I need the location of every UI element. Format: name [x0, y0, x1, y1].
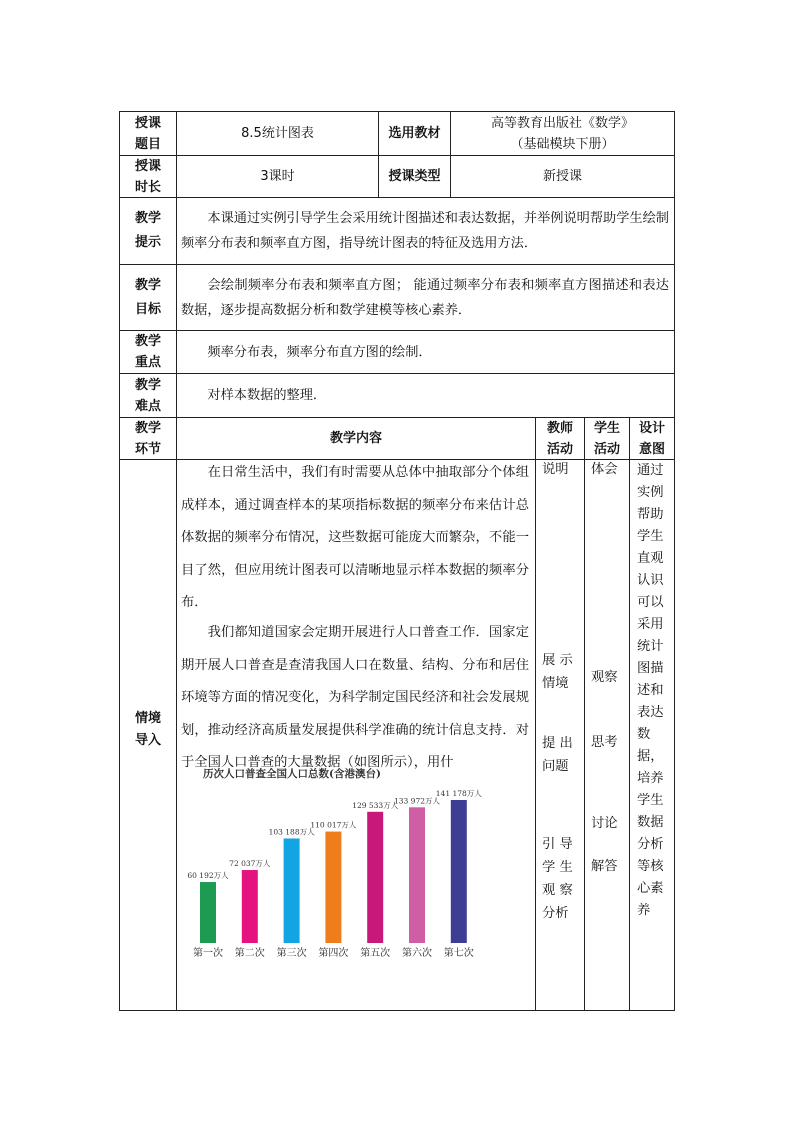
teacher-column-header: 教师 活动 [546, 420, 573, 457]
table-divider [535, 417, 536, 1011]
table-divider [119, 373, 675, 374]
tips-label: 教学 提示 [134, 211, 161, 250]
chart-bar [325, 832, 341, 943]
table-divider [629, 417, 630, 1011]
student-activity-4: 讨论 [591, 816, 618, 831]
stage-column-header: 教学 环节 [134, 420, 161, 457]
difficulty-label: 教学 难点 [134, 377, 161, 414]
x-tick-label: 第三次 [276, 948, 307, 959]
chart-title: 历次人口普查全国人口总数(含港澳台) [203, 768, 381, 780]
table-border-bottom [119, 1010, 675, 1011]
table-divider [176, 111, 177, 1011]
chart-bar [409, 807, 425, 943]
textbook-value: 高等教育出版社《数学》 （基础模块下册） [490, 115, 634, 152]
student-column-header: 学生 活动 [593, 420, 620, 457]
chart-bar [242, 870, 258, 943]
x-tick-label: 第一次 [193, 948, 223, 959]
type-value: 新授课 [542, 169, 582, 184]
chart-bar [284, 838, 300, 943]
bar-value-label: 141 178万人 [435, 789, 482, 798]
bar-value-label: 133 972万人 [393, 796, 441, 806]
census-bar-chart [180, 764, 532, 964]
table-divider [119, 330, 675, 331]
tips-text: 本课通过实例引导学生会采用统计图描述和表达数据，并举例说明帮助学生绘制频率分布表和频率直方图，指导统计图表的特征及选用方法． [181, 211, 669, 251]
topic-value: 8.5统计图表 [241, 126, 314, 141]
intro-paragraph-1: 在日常生活中，我们有时需要从总体中抽取部分个体组成样本，通过调查样本的某项指标数据的频率分布来估计总体数据的频率分布情况，这些数据可能庞大而繁杂，不能一目了然，但应用统计图表可以清晰地显示样本数据的频率分布． [181, 465, 529, 610]
chart-bar [451, 800, 467, 943]
textbook-label: 选用教材 [388, 126, 441, 141]
difficulty-text: 对样本数据的整理． [207, 388, 327, 403]
chart-bar [200, 882, 216, 943]
bar-value-label: 129 533万人 [352, 800, 399, 810]
design-column-header: 设计 意图 [638, 420, 665, 457]
intro-paragraph-2: 我们都知道国家会定期开展进行人口普查工作．国家定期开展人口普查是查清我国人口在数量、结构、分布和居住环境等方面的情况变化，为科学制定国民经济和社会发展规划，推动经济高质量发展提供科学准确的统计信息支持．对于全国人口普查的大量数据（如图所示），用什 [181, 625, 529, 770]
teacher-activity-2: 展 示 情境 [542, 653, 573, 691]
key-label: 教学 重点 [134, 334, 161, 370]
duration-label: 授课 时长 [134, 158, 161, 195]
topic-label: 授课 题目 [134, 115, 161, 152]
x-tick-label: 第六次 [402, 948, 432, 959]
duration-value: 3课时 [260, 169, 295, 184]
content-column-header: 教学内容 [329, 431, 382, 446]
student-activity-3: 思考 [591, 735, 618, 750]
goals-label: 教学 目标 [134, 277, 161, 317]
table-divider [119, 197, 675, 198]
intro-stage-label: 情境 导入 [134, 711, 161, 748]
student-activity-5: 解答 [591, 859, 618, 874]
table-border-right [674, 111, 675, 1011]
teacher-activity-4: 引 导 学 生 观 察 分析 [542, 837, 573, 921]
student-activity-1: 体会 [591, 462, 618, 477]
table-divider [584, 417, 585, 1011]
design-intent-text: 通过实例帮助学生直观认识可以采用统计图描述和表达数据，培养学生数据分析等核心素养 [637, 463, 664, 918]
goals-text: 会绘制频率分布表和频率直方图； 能通过频率分布表和频率直方图描述和表达数据，逐步提高数据分析和数学建模等核心素养． [181, 278, 669, 318]
bar-value-label: 110 017万人 [310, 820, 357, 830]
chart-bar [367, 812, 383, 943]
teacher-activity-1: 说明 [542, 462, 569, 477]
x-tick-label: 第五次 [360, 948, 391, 959]
type-label: 授课类型 [388, 169, 441, 184]
teacher-activity-3: 提 出 问题 [542, 736, 573, 774]
bar-value-label: 72 037万人 [229, 859, 271, 869]
table-divider [119, 264, 675, 265]
bar-value-label: 103 188万人 [268, 827, 315, 837]
key-text: 频率分布表，频率分布直方图的绘制． [207, 345, 432, 360]
x-tick-label: 第七次 [443, 948, 474, 959]
bar-value-label: 60 192万人 [187, 871, 229, 881]
x-tick-label: 第四次 [318, 948, 349, 959]
student-activity-2: 观察 [591, 670, 618, 685]
x-tick-label: 第二次 [234, 948, 265, 959]
